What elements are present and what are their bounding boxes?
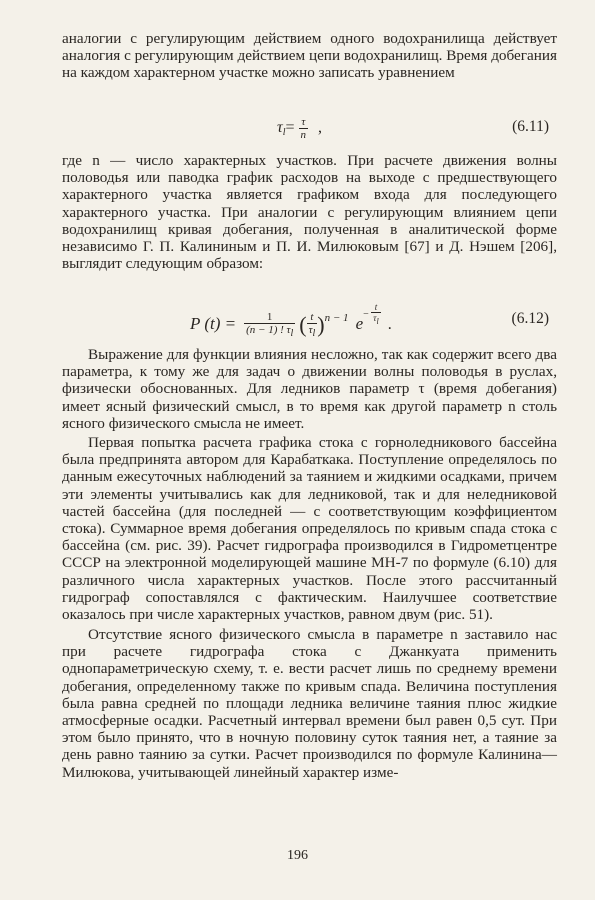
eq611-numerator: τ (301, 116, 306, 128)
eq612-exp2-numerator: t (374, 302, 378, 312)
eq612-exp2-den-sub: l (376, 317, 379, 326)
equation-6-12-number: (6.12) (511, 310, 549, 327)
eq612-f2-den-text: τ (308, 323, 313, 336)
eq612-exp2-denominator (371, 312, 380, 327)
eq612-exp2-den-text: τ (373, 313, 377, 323)
eq612-exp2-sign: − (363, 308, 369, 320)
eq611-lhs-sub: l (282, 127, 286, 139)
paragraph-3: Выражение для функции влияния несложно, так как содержит всего два параметра, к тому же для задач о движении волны половодья в руслах, физически обоснованных. Для ледников параметр τ (время добегания) имеет ясный физический смысл, в то время как другой параметр n столь ясного физического смысла не имеет. (62, 346, 557, 432)
paragraph-1: аналогии с регулирующим действием одного водохранилища действует аналогия с регулирующим действием цепи водохранилищ. Время добегания на каждом характерном участке можно записать уравнением (62, 30, 557, 82)
paragraph-5: Отсутствие ясного физического смысла в параметре n заставило нас при расчете гидрографа стока с Джанкуата применить однопараметрическую схему, т. е. вести расчет лишь по среднему времени добегания, определенному также по кривым спада. Величина поступления была равна средней по площади ледника величине таяния плюс жидкие атмосферные осадки. Расчетный интервал времени был равен 0,5 сут. При этом было принято, что в ночную половину суток таяния нет, а таяние за день равно таянию за сутки. Расчет производился по формуле Калинина—Милюкова, учитывающей линейный характер изме- (62, 626, 557, 781)
eq612-base-e: e (355, 313, 364, 333)
eq611-trail: , (318, 119, 323, 137)
eq611-lhs-symbol: τ (277, 119, 283, 137)
equation-6-12-body (190, 302, 392, 340)
eq612-f2-numerator: t (310, 310, 314, 323)
eq612-f2-den-sub: l (312, 327, 316, 339)
eq612-f1-denominator (244, 323, 295, 340)
eq611-equals: = (285, 119, 295, 137)
eq612-lhs: P (t) = (190, 313, 237, 333)
eq612-f1-numerator: 1 (266, 310, 273, 323)
equation-6-12 (62, 296, 557, 342)
paragraph-2-block (62, 152, 557, 272)
paragraph-4: Первая попытка расчета графика стока с горноледникового бассейна была предпринята автором для Карабаткака. Поступление определялось по данным ежесуточных наблюдений за таянием и жидкими осадками, причем эти элементы учитывались как для ледниковой, так и для неледниковой частей бассейна (для последней — с соответствующим коэффициентом стока). Суммарное время добегания определялось по кривым спада стока с бассейна (см. рис. 39). Расчет гидрографа производился в Гидрометцентре СССР на электронной моделирующей машине МН-7 по формуле (6.10) для различного числа характерных участков. После этого рассчитанный гидрограф сопоставлялся с фактическим. Наилучшее соответствие оказалось при числе характерных участков, равном двум (рис. 51). (62, 434, 557, 624)
paragraph-3-block (62, 346, 557, 432)
equation-6-11-body (277, 116, 322, 141)
eq612-right-paren: ) (317, 312, 325, 338)
paragraph-2: где n — число характерных участков. При расчете движения волны половодья или паводка график расходов на выходе с предшествующего характерного участка является графиком входа для последующего характерного участка. При аналогии с регулирующим влиянием цепи водохранилищ кривая добегания, полученная в аналитической форме независимо Г. П. Калининым и П. И. Милюковым [67] и Д. Нэшем [206], выглядит следующим образом: (62, 152, 557, 273)
eq612-exponent-1: n − 1 (324, 311, 349, 324)
eq612-f2-denominator (307, 323, 318, 340)
eq612-f1-den-sub: l (290, 327, 294, 339)
eq612-f1-den-text: (n − 1) ! τ (246, 323, 291, 336)
equation-6-11 (62, 110, 557, 146)
eq612-fraction-1 (244, 311, 295, 340)
page-number: 196 (287, 848, 308, 863)
eq611-denominator: n (300, 129, 307, 141)
eq612-exp2-fraction (371, 302, 380, 327)
equation-6-11-number: (6.11) (512, 118, 549, 135)
paragraph-4-block (62, 434, 557, 623)
eq612-trail: . (387, 315, 392, 333)
paragraph-1-block (62, 30, 557, 82)
eq612-exponent-2 (363, 302, 381, 327)
eq612-fraction-2 (307, 311, 318, 340)
eq612-left-paren: ( (299, 312, 307, 338)
paragraph-5-block (62, 626, 557, 781)
eq611-fraction (299, 116, 309, 141)
